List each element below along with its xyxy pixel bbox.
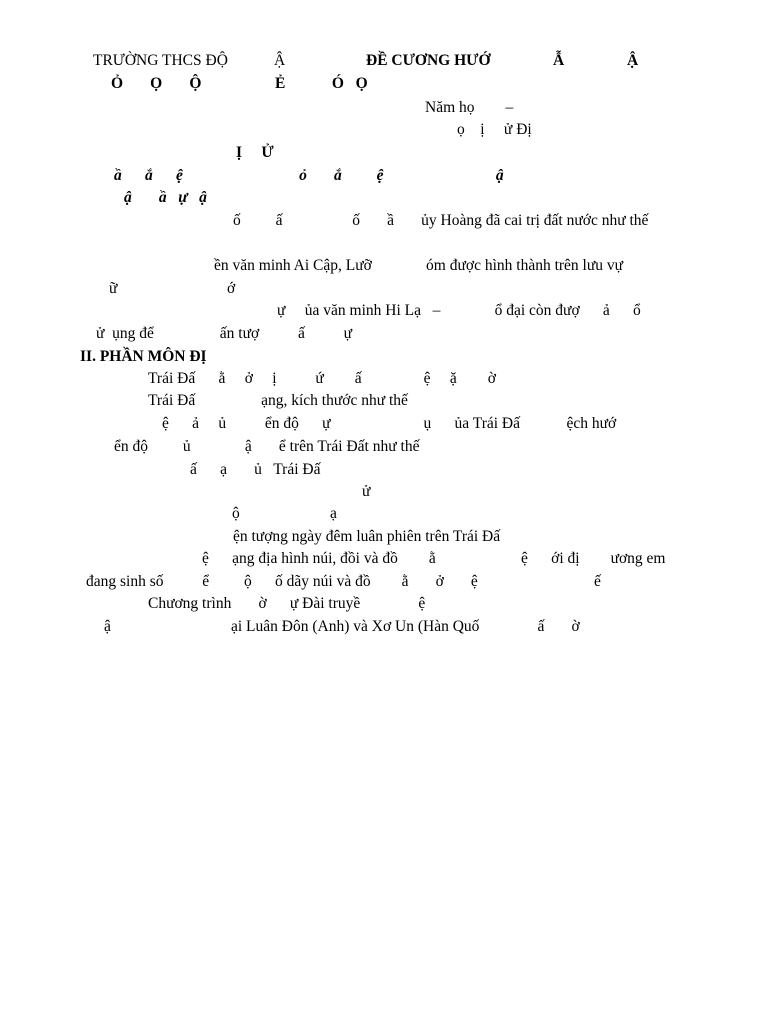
question-2-cont-b: ớ [227,280,236,297]
school-year: Năm họ – [425,99,514,116]
geo-line-3: ệ ả ủ ển độ ự ụ ủa Trái Đấ ệch hướ [162,415,617,432]
document-title-fragment-2: Ậ [627,52,639,69]
geo-line-2: Trái Đấ ạng, kích thước như thế [148,392,408,409]
document-title: ĐỀ CƯƠNG HƯỚ [366,52,491,69]
subject-line: ọ ị ử Đị [457,121,532,138]
section-1-heading: Ị Ử [236,144,274,161]
question-3: ự ủa văn minh Hi Lạ – ổ đại còn đượ ả ổ [277,302,641,319]
document-subtitle: Ỏ Ọ Ộ Ẻ Ó Ọ [111,75,368,92]
question-1: ố ấ ố ầ ủy Hoàng đã cai trị đất nước như thế [233,212,649,229]
geo-line-8: ệ ạng địa hình núi, đồi và đồ ằ ệ ới đị ương em [202,550,666,567]
geo-line-1: Trái Đấ ằ ở ị ứ ấ ệ ặ ờ [148,370,496,387]
geo-line-7: ện tượng ngày đêm luân phiên trên Trái Đấ [233,528,501,545]
document-title-fragment: Ẫ [553,52,565,69]
geo-line-9-cont-a: ậ [104,618,111,635]
geo-line-6-b: ạ [330,505,337,522]
geo-line-5: ử [362,483,371,500]
school-name-fragment: Ậ [274,52,286,69]
question-2: ền văn minh Ai Cập, Lưỡ óm được hình thành trên lưu vự [214,257,624,274]
section-1-note-b: ậ ầ ự ậ [124,189,207,206]
geo-line-4: ấ ạ ủ Trái Đấ [190,461,321,478]
geo-line-3-cont: ển độ ủ ậ ể trên Trái Đất như thế [114,438,420,455]
geo-line-9: Chương trình ờ ự Đài truyề ệ [148,595,426,612]
question-2-cont-a: ữ [109,280,118,297]
geo-line-9-cont-b: ại Luân Đôn (Anh) và Xơ Un (Hàn Quố ấ ờ [231,618,580,635]
section-1-note-a: ầ ắ ệ ỏ ắ ệ ậ [114,167,504,184]
geo-line-6-a: ộ [232,505,240,522]
school-name: TRƯỜNG THCS ĐỘ [93,52,228,69]
question-3-cont: ử ụng để ấn tượ ấ ự [96,325,352,342]
geo-line-8-cont: đang sinh số ể ộ ố dãy núi và đồ ằ ở ệ ế [86,573,601,590]
section-2-heading: II. PHẦN MÔN ĐỊ [80,348,207,365]
